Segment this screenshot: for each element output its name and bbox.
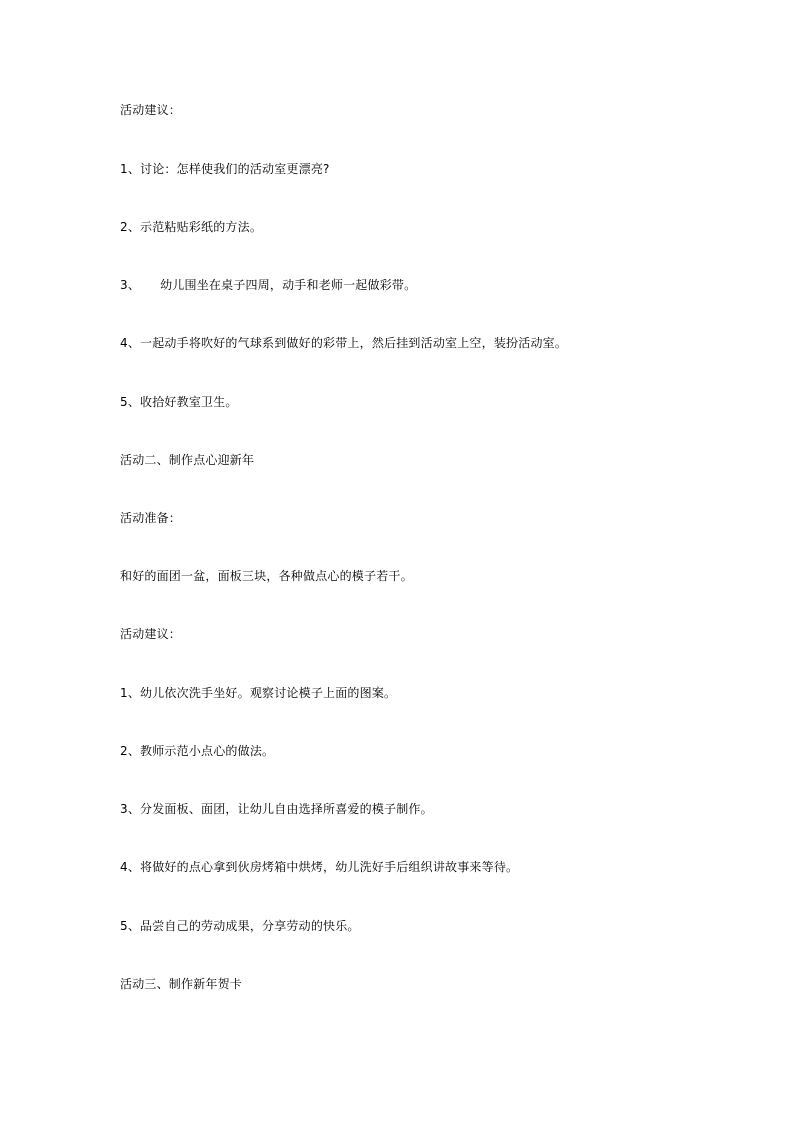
heading-activity-preparation: 活动准备： — [120, 511, 182, 525]
list-item: 3、分发面板、面团，让幼儿自由选择所喜爱的模子制作。 — [120, 802, 433, 816]
list-item: 2、示范粘贴彩纸的方法。 — [120, 220, 263, 234]
section-title-activity-two: 活动二、制作点心迎新年 — [120, 453, 255, 467]
list-item: 2、教师示范小点心的做法。 — [120, 744, 275, 758]
list-item: 3、 幼儿围坐在桌子四周，动手和老师一起做彩带。 — [120, 278, 417, 292]
paragraph: 和好的面团一盆，面板三块，各种做点心的模子若干。 — [120, 569, 413, 583]
list-item: 1、幼儿依次洗手坐好。观察讨论模子上面的图案。 — [120, 686, 397, 700]
list-item: 5、品尝自己的劳动成果，分享劳动的快乐。 — [120, 919, 360, 933]
heading-activity-suggestions: 活动建议： — [120, 103, 182, 117]
list-item: 4、将做好的点心拿到伙房烤箱中烘烤，幼儿洗好手后组织讲故事来等待。 — [120, 860, 519, 874]
list-item: 1、讨论：怎样使我们的活动室更漂亮? — [120, 162, 330, 176]
list-item: 4、一起动手将吹好的气球系到做好的彩带上，然后挂到活动室上空，装扮活动室。 — [120, 336, 568, 350]
section-title-activity-three: 活动三、制作新年贺卡 — [120, 977, 243, 991]
list-item: 5、收拾好教室卫生。 — [120, 395, 238, 409]
heading-activity-suggestions: 活动建议： — [120, 627, 182, 641]
